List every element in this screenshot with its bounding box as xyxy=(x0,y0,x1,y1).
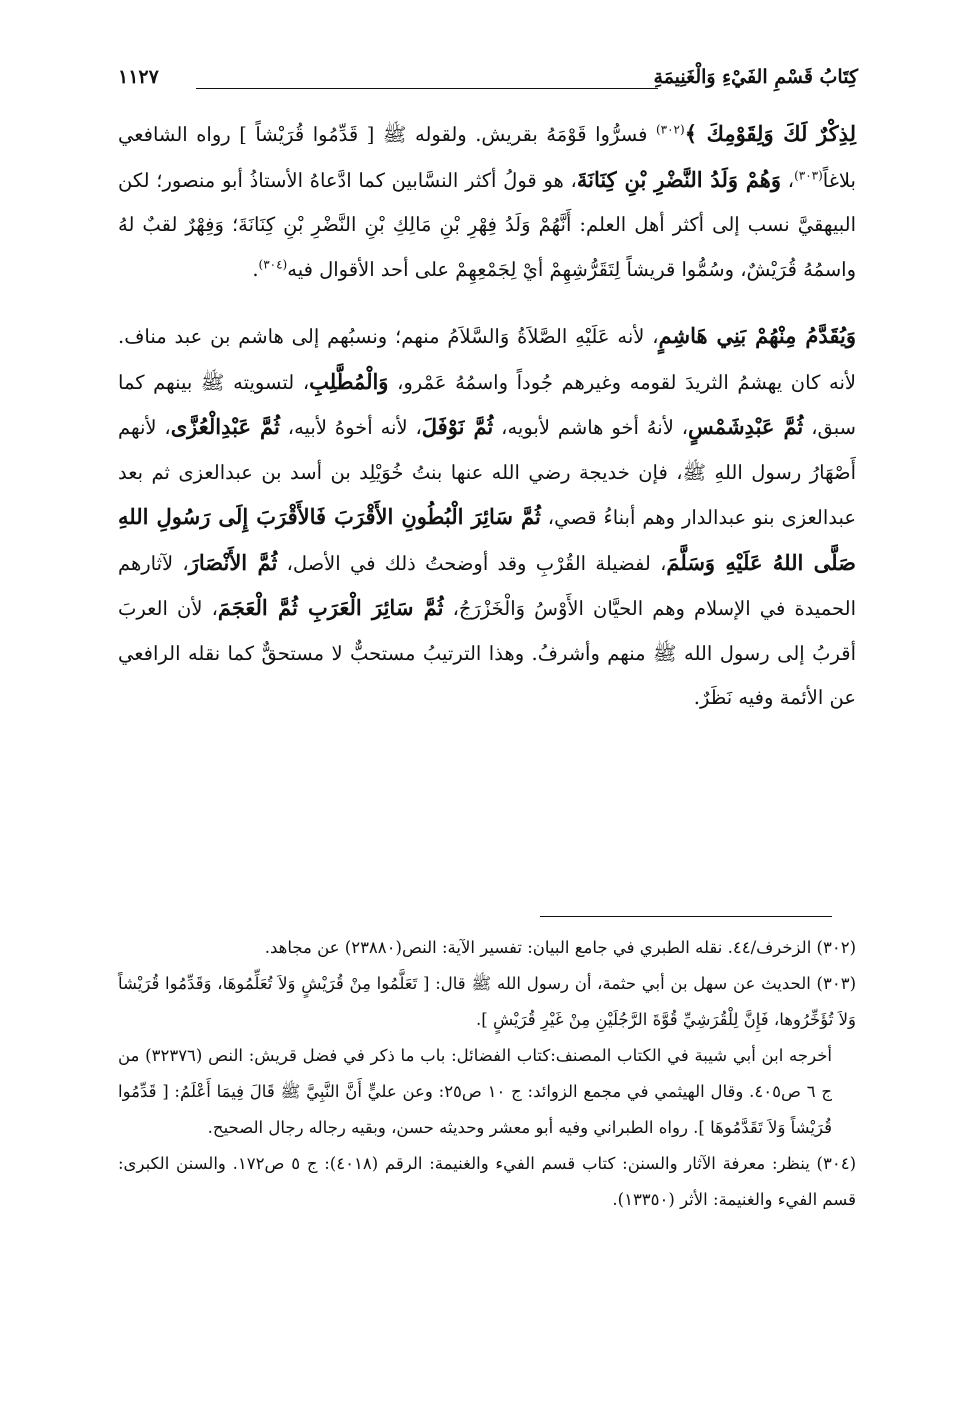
running-title: كِتَابُ قَسْمِ الفَيْءِ وَالْغَنِيمَةِ xyxy=(653,66,858,88)
matn-text: ثُمَّ سَائِرَ الْعَرَبِ ثُمَّ الْعَجَمَ xyxy=(217,595,444,620)
footnote-302: (٣٠٢) الزخرف/٤٤. نقله الطبري في جامع البيان: تفسير الآية: النص(٢٣٨٨٠) عن مجاهد. xyxy=(264,938,856,957)
footnote-303-continued: أخرجه ابن أبي شيبة في الكتاب المصنف:كتاب الفضائل: باب ما ذكر في فضل قريش: النص (٣٢٣٧٦) من ج ٦ ص٤٠٥. وقال الهيثمي في مجمع الزوائد: ج ١٠ ص٢٥: وعن عليٍّ أَنَّ النَّبِيَّ ﷺ قَالَ فِيمَا أَعْلَمُ: [ قَدِّمُوا قُرَيْشاً وَلاَ تَقَدَّمُوهَا ]. رواه الطبراني وفيه أبو معشر وحديثه حسن، وبقيه رجاله رجال الصحيح. xyxy=(118,1046,832,1137)
sharh-text: ، لأن العربَ أقربُ إلى رسول الله ﷺ منهم وأشرفُ. وهذا الترتيبُ مستحبٌّ لا مستحقٌّ كما نقله الرافعي عن الأئمة وفيه نَظَرٌ. xyxy=(118,597,856,709)
sharh-text: ، لأنهُ أخو هاشم لأبويه، xyxy=(493,416,689,439)
sharh-text: ، xyxy=(781,168,795,192)
sharh-text: ، لأنهم أَصْهَارُ رسول اللهِ ﷺ، فإن خديجة رضي الله عنها بنتُ خُوَيْلِد بن أسد بن عبدالعزى ثم بعد عبدالعزى بنو عبدالدار وهم أبناءُ قصي، xyxy=(118,416,856,529)
main-text xyxy=(118,112,856,721)
sharh-text: ، هو قولُ أكثر النسَّابين كما ادَّعاهُ الأستاذُ أبو منصور؛ لكن البيهقيَّ نسب إلى أكثر أهل العلم: أَنَّهُمْ وَلَدُ فِهْرِ بْنِ مَالِكِ بْنِ النَّضْرِ بْنِ كِنَانَةَ؛ وَفِهْرٌ لقبٌ لهُ واسمُهُ قُرَيْشٌ، وسُمُّوا قريشاً لِتَقَرُّشِهِمْ أيْ لِجَمْعِهِمْ على أحد الأقوال فيه xyxy=(118,168,856,281)
footnote-304: (٣٠٤) ينظر: معرفة الآثار والسنن: كتاب قسم الفيء والغنيمة: الرقم (٤٠١٨): ج ٥ ص١٧٢. والسنن الكبرى: قسم الفيء والغنيمة: الأثر (١٣٣٥٠). xyxy=(118,1154,857,1209)
matn-text: لِذِكْرٌ لَكَ وَلِقَوْمِكَ ﴾ xyxy=(684,121,856,146)
footnote-reference: (٣٠٤) xyxy=(258,257,288,271)
sharh-text: ، لأنه أخوهُ لأبيه، xyxy=(279,416,422,439)
matn-text: وَهُمْ وَلَدُ النَّضْرِ بْنِ كِنَانَةَ xyxy=(576,166,782,192)
paragraph-quraysh xyxy=(118,112,856,292)
page-number: ١١٢٧ xyxy=(118,66,159,88)
matn-text: ثُمَّ عَبْدِشَمْسٍ xyxy=(688,414,804,439)
footnote-303: (٣٠٣) الحديث عن سهل بن أبي حثمة، أن رسول الله ﷺ قال: [ تَعَلَّمُوا مِنْ قُرَيْشٍ وَلاَ تُعَلِّمُوهَا، وَقَدِّمُوا قُرَيْشاً وَلاَ تُؤَخِّرُوها، فَإِنَّ لِلْقُرَشِيِّ قُوَّةَ الرَّجُلَيْنِ مِنْ غَيْرِ قُرَيْشٍ ]. xyxy=(118,974,856,1029)
sharh-text: ، لتسويته ﷺ بينهم كما سبق، xyxy=(118,370,856,439)
page-header xyxy=(118,60,858,100)
matn-text: ثُمَّ الأَنْصَارَ xyxy=(188,549,278,575)
paragraph-bani-hashim xyxy=(118,314,856,721)
sharh-text: ، لفضيلة القُرْبِ وقد أوضحتُ ذلك في الأصل، xyxy=(277,551,667,575)
matn-text: وَالْمُطَّلِبِ xyxy=(309,368,389,394)
matn-text: ثُمَّ سَائِرَ الْبُطُونِ الأَقْرَبَ فَالأَقْرَبَ إِلَى رَسُولِ اللهِ صَلَّى اللهُ عَلَيْهِ وَسَلَّمَ xyxy=(118,504,856,575)
sharh-text: فسرُّوا قَوْمَهُ بقريش. ولقوله ﷺ [ قَدِّمُوا قُرَيْشاً ] رواه الشافعي بلاغاً xyxy=(118,123,856,192)
header-rule xyxy=(196,88,658,89)
footnote-reference: (٣٠٣) xyxy=(794,168,823,182)
matn-text: وَيُقَدَّمُ مِنْهُمْ بَنِي هَاشِمٍ xyxy=(658,323,857,348)
footnote-separator xyxy=(540,916,832,917)
sharh-text: . xyxy=(252,257,259,281)
matn-text: ثُمَّ نَوْفَلَ xyxy=(421,414,494,439)
sharh-text: ، لآثارهم الحميدة في الإسلام وهم الحيَّان الأَوْسُ وَالْخَزْرَجُ، xyxy=(118,551,856,620)
matn-text: ثُمَّ عَبْدِالْعُزَّى xyxy=(170,414,280,439)
sharh-text: ، لأنه عَلَيْهِ الصَّلاَةُ وَالسَّلاَمُ منهم؛ ونسبُهم إلى هاشم بن عبد مناف. لأنه كان يهشمُ الثريدَ لقومه وغيرهم جُوداً واسمُهُ عَمْرو، xyxy=(118,325,856,394)
footnotes xyxy=(118,930,856,1218)
footnote-reference: (٣٠٢) xyxy=(655,122,685,137)
